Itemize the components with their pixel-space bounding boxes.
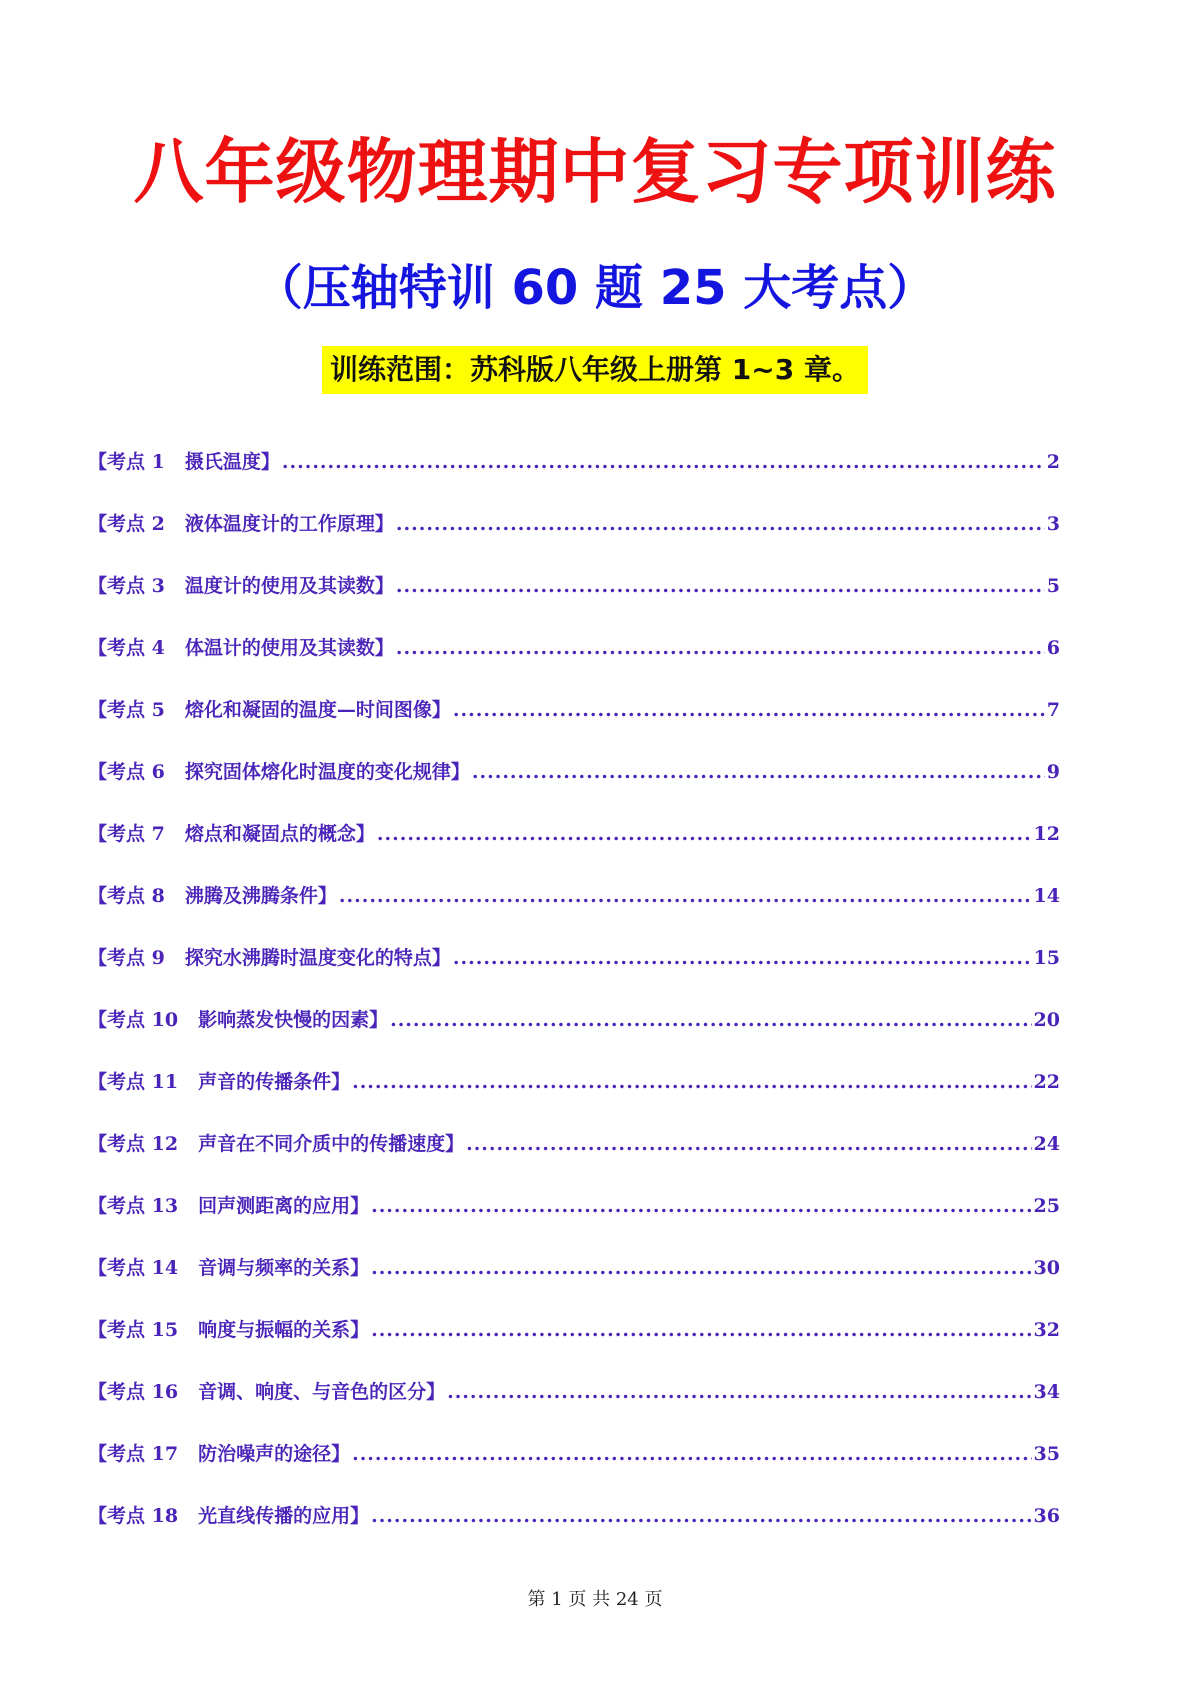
toc-label [88, 634, 394, 662]
toc-entry[interactable] [88, 572, 1060, 634]
toc-page-number: 22 [1033, 1071, 1060, 1093]
toc-topic: 液体温度计的工作原理】 [184, 513, 394, 535]
toc-label [88, 448, 280, 476]
toc-label [88, 1316, 369, 1344]
toc-leader-dots [472, 758, 1045, 786]
toc-topic: 光直线传播的应用】 [198, 1505, 370, 1527]
toc-page-number: 6 [1046, 637, 1060, 659]
training-scope-container [0, 346, 1190, 394]
toc-leader-dots [371, 1254, 1031, 1282]
toc-prefix: 【考点 10 [88, 1009, 179, 1031]
toc-leader-dots [352, 1440, 1031, 1468]
toc-entry[interactable] [88, 944, 1060, 1006]
toc-entry[interactable] [88, 758, 1060, 820]
toc-prefix: 【考点 7 [88, 823, 165, 845]
toc-topic: 体温计的使用及其读数】 [184, 637, 394, 659]
toc-prefix: 【考点 4 [88, 637, 165, 659]
toc-page-number: 15 [1033, 947, 1060, 969]
toc-leader-dots [352, 1068, 1031, 1096]
toc-topic: 声音在不同介质中的传播速度】 [198, 1133, 465, 1155]
toc-leader-dots [396, 572, 1045, 600]
toc-leader-dots [282, 448, 1045, 476]
toc-topic: 声音的传播条件】 [198, 1071, 351, 1093]
toc-entry[interactable] [88, 820, 1060, 882]
toc-leader-dots [453, 944, 1032, 972]
page-subtitle: （压轴特训 60 题 25 大考点） [254, 260, 936, 316]
toc-label [88, 572, 394, 600]
toc-label [88, 1006, 388, 1034]
toc-leader-dots [371, 1502, 1031, 1530]
toc-label [88, 1254, 369, 1282]
toc-label [88, 1378, 445, 1406]
toc-prefix: 【考点 12 [88, 1133, 179, 1155]
toc-page-number: 25 [1033, 1195, 1060, 1217]
toc-page-number: 2 [1046, 451, 1060, 473]
toc-page-number: 9 [1046, 761, 1060, 783]
toc-label [88, 944, 451, 972]
toc-entry[interactable] [88, 1192, 1060, 1254]
toc-label [88, 758, 470, 786]
toc-label [88, 1130, 464, 1158]
toc-prefix: 【考点 2 [88, 513, 165, 535]
toc-entry[interactable] [88, 1254, 1060, 1316]
toc-prefix: 【考点 5 [88, 699, 165, 721]
toc-leader-dots [371, 1316, 1031, 1344]
toc-page-number: 12 [1033, 823, 1060, 845]
toc-topic: 熔化和凝固的温度—时间图像】 [184, 699, 451, 721]
toc-topic: 探究固体熔化时温度的变化规律】 [184, 761, 470, 783]
toc-page-number: 34 [1033, 1381, 1060, 1403]
toc-prefix: 【考点 8 [88, 885, 165, 907]
toc-entry[interactable] [88, 882, 1060, 944]
toc-entry[interactable] [88, 1006, 1060, 1068]
toc-label [88, 820, 375, 848]
toc-page-number: 36 [1033, 1505, 1060, 1527]
toc-entry[interactable] [88, 1440, 1060, 1502]
toc-label [88, 1068, 350, 1096]
toc-page-number: 32 [1033, 1319, 1060, 1341]
toc-entry[interactable] [88, 1502, 1060, 1564]
toc-page-number: 20 [1033, 1009, 1060, 1031]
toc-entry[interactable] [88, 448, 1060, 510]
toc-leader-dots [466, 1130, 1031, 1158]
toc-leader-dots [447, 1378, 1031, 1406]
toc-prefix: 【考点 16 [88, 1381, 179, 1403]
page-footer: 第 1 页 共 24 页 [527, 1589, 663, 1610]
toc-leader-dots [396, 510, 1045, 538]
toc-topic: 回声测距离的应用】 [198, 1195, 370, 1217]
toc-prefix: 【考点 13 [88, 1195, 179, 1217]
page-title: 八年级物理期中复习专项训练 [133, 131, 1057, 213]
toc-entry[interactable] [88, 1316, 1060, 1378]
toc-leader-dots [390, 1006, 1031, 1034]
toc-entry[interactable] [88, 510, 1060, 572]
toc-topic: 防治噪声的途径】 [198, 1443, 351, 1465]
toc-page-number: 7 [1046, 699, 1060, 721]
toc-entry[interactable] [88, 1378, 1060, 1440]
toc-label [88, 1502, 369, 1530]
toc-label [88, 1192, 369, 1220]
toc-leader-dots [371, 1192, 1031, 1220]
toc-prefix: 【考点 1 [88, 451, 165, 473]
toc-topic: 音调、响度、与音色的区分】 [198, 1381, 446, 1403]
toc-leader-dots [377, 820, 1032, 848]
training-scope: 训练范围：苏科版八年级上册第 1~3 章。 [322, 346, 868, 394]
toc-label [88, 696, 451, 724]
toc-leader-dots [396, 634, 1045, 662]
toc-entry[interactable] [88, 696, 1060, 758]
toc-topic: 熔点和凝固点的概念】 [184, 823, 375, 845]
toc-topic: 音调与频率的关系】 [198, 1257, 370, 1279]
toc-page-number: 24 [1033, 1133, 1060, 1155]
toc-prefix: 【考点 18 [88, 1505, 179, 1527]
toc-page-number: 35 [1033, 1443, 1060, 1465]
toc-entry[interactable] [88, 1068, 1060, 1130]
toc-topic: 摄氏温度】 [184, 451, 280, 473]
toc-prefix: 【考点 3 [88, 575, 165, 597]
toc-prefix: 【考点 14 [88, 1257, 179, 1279]
toc-topic: 温度计的使用及其读数】 [184, 575, 394, 597]
toc-entry[interactable] [88, 1130, 1060, 1192]
toc-prefix: 【考点 15 [88, 1319, 179, 1341]
toc-label [88, 1440, 350, 1468]
toc-prefix: 【考点 11 [88, 1071, 179, 1093]
toc-topic: 响度与振幅的关系】 [198, 1319, 370, 1341]
toc-prefix: 【考点 6 [88, 761, 165, 783]
toc-prefix: 【考点 9 [88, 947, 165, 969]
toc-topic: 影响蒸发快慢的因素】 [198, 1009, 389, 1031]
toc-label [88, 510, 394, 538]
toc-page-number: 5 [1046, 575, 1060, 597]
toc-leader-dots [339, 882, 1032, 910]
toc-label [88, 882, 337, 910]
toc-entry[interactable] [88, 634, 1060, 696]
toc-page-number: 3 [1046, 513, 1060, 535]
toc-prefix: 【考点 17 [88, 1443, 179, 1465]
toc-leader-dots [453, 696, 1045, 724]
toc-page-number: 14 [1033, 885, 1060, 907]
toc-topic: 沸腾及沸腾条件】 [184, 885, 337, 907]
table-of-contents [88, 448, 1060, 1564]
toc-topic: 探究水沸腾时温度变化的特点】 [184, 947, 451, 969]
toc-page-number: 30 [1033, 1257, 1060, 1279]
